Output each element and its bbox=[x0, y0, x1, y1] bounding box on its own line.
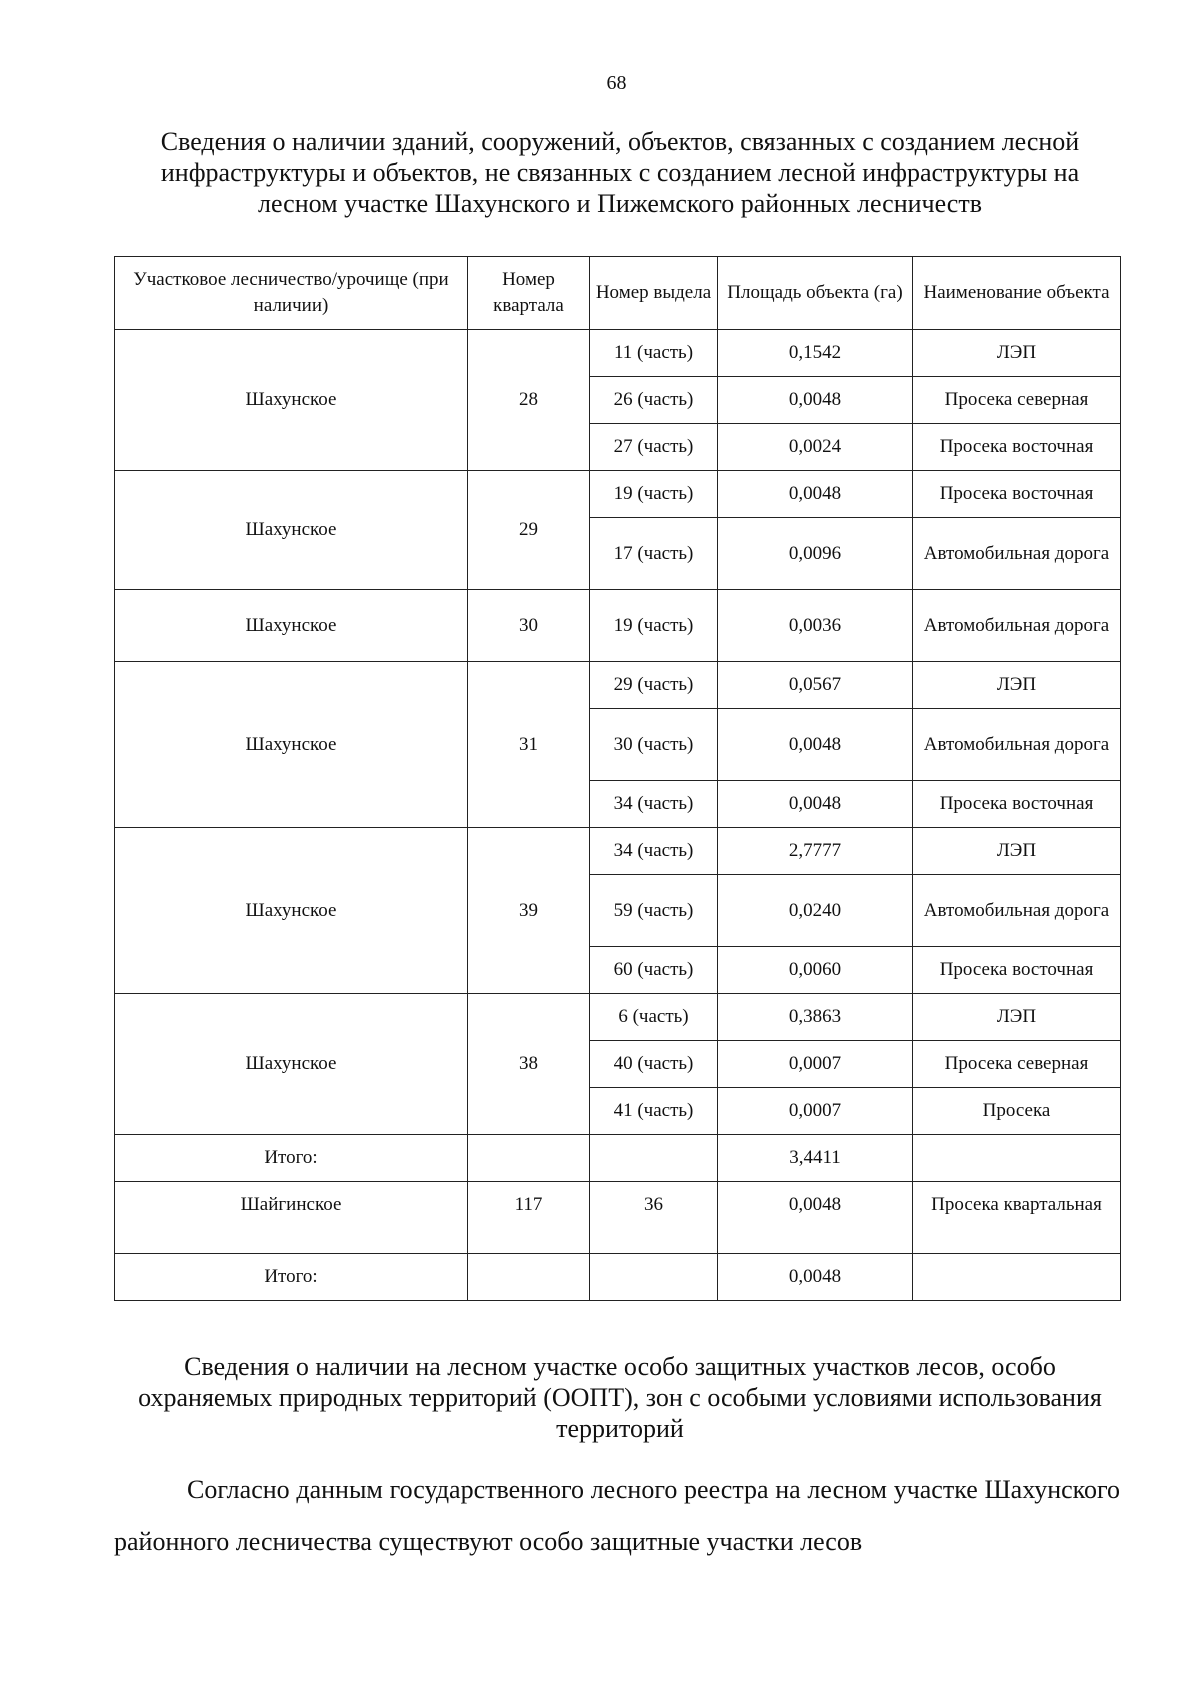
empty-cell bbox=[590, 1254, 718, 1301]
area-cell: 0,0048 bbox=[718, 709, 913, 781]
plot-cell: 27 (часть) bbox=[590, 424, 718, 471]
plot-cell: 19 (часть) bbox=[590, 590, 718, 662]
empty-cell bbox=[468, 1254, 590, 1301]
table-row bbox=[115, 994, 1121, 1041]
object-name-cell: Просека восточная bbox=[913, 424, 1121, 471]
plot-cell: 29 (часть) bbox=[590, 662, 718, 709]
plot-cell: 26 (часть) bbox=[590, 377, 718, 424]
protected-areas-section-title: Сведения о наличии на лесном участке особо защитных участков лесов, особо охраняемых природных территорий (ООПТ), зон с особыми условиями использования территорий bbox=[138, 1352, 1102, 1443]
area-cell: 0,1542 bbox=[718, 330, 913, 377]
column-header-5: Наименование объекта bbox=[913, 257, 1121, 330]
empty-cell bbox=[913, 1135, 1121, 1182]
body-paragraph: Согласно данным государственного лесного реестра на лесном участке Шахунского районного лесничества существуют особо защитные участки лесов bbox=[114, 1475, 1120, 1556]
object-name-cell: Просека северная bbox=[913, 1041, 1121, 1088]
table-header-row bbox=[115, 257, 1121, 330]
object-name-cell: ЛЭП bbox=[913, 994, 1121, 1041]
infrastructure-section-title: Сведения о наличии зданий, сооружений, объектов, связанных с созданием лесной инфраструктуры и объектов, не связанных с созданием лесной инфраструктуры на лесном участке Шахунского и Пижемского районных лесничеств bbox=[160, 127, 1080, 218]
object-name-cell: Автомобильная дорога bbox=[913, 709, 1121, 781]
page-number: 68 bbox=[606, 72, 627, 94]
object-name-cell: Просека квартальная bbox=[913, 1182, 1121, 1254]
plot-cell: 34 (часть) bbox=[590, 828, 718, 875]
forestry-cell: Шахунское bbox=[115, 994, 468, 1135]
area-cell: 0,0007 bbox=[718, 1041, 913, 1088]
area-cell: 0,0048 bbox=[718, 781, 913, 828]
object-name-cell: ЛЭП bbox=[913, 330, 1121, 377]
forestry-cell: Шахунское bbox=[115, 662, 468, 828]
table-row bbox=[115, 590, 1121, 662]
table-row bbox=[115, 662, 1121, 709]
total-area: 0,0048 bbox=[718, 1254, 913, 1301]
plot-cell: 41 (часть) bbox=[590, 1088, 718, 1135]
object-name-cell: ЛЭП bbox=[913, 828, 1121, 875]
plot-cell: 6 (часть) bbox=[590, 994, 718, 1041]
area-cell: 2,7777 bbox=[718, 828, 913, 875]
quarter-cell: 29 bbox=[468, 471, 590, 590]
object-name-cell: Автомобильная дорога bbox=[913, 875, 1121, 947]
quarter-cell: 28 bbox=[468, 330, 590, 471]
object-name-cell: Просека северная bbox=[913, 377, 1121, 424]
empty-cell bbox=[913, 1254, 1121, 1301]
forestry-cell: Шахунское bbox=[115, 590, 468, 662]
plot-cell: 19 (часть) bbox=[590, 471, 718, 518]
area-cell: 0,0048 bbox=[718, 471, 913, 518]
quarter-cell: 117 bbox=[468, 1182, 590, 1254]
plot-cell: 30 (часть) bbox=[590, 709, 718, 781]
forestry-cell: Шахунское bbox=[115, 471, 468, 590]
empty-cell bbox=[590, 1135, 718, 1182]
area-cell: 0,0240 bbox=[718, 875, 913, 947]
forestry-cell: Шахунское bbox=[115, 330, 468, 471]
column-header-4: Площадь объекта (га) bbox=[718, 257, 913, 330]
area-cell: 0,0007 bbox=[718, 1088, 913, 1135]
area-cell: 0,0096 bbox=[718, 518, 913, 590]
quarter-cell: 38 bbox=[468, 994, 590, 1135]
total-row bbox=[115, 1135, 1121, 1182]
quarter-cell: 31 bbox=[468, 662, 590, 828]
table-row bbox=[115, 1182, 1121, 1254]
quarter-cell: 39 bbox=[468, 828, 590, 994]
area-cell: 0,0024 bbox=[718, 424, 913, 471]
object-name-cell: Автомобильная дорога bbox=[913, 518, 1121, 590]
object-name-cell: Просека восточная bbox=[913, 781, 1121, 828]
table-row bbox=[115, 330, 1121, 377]
infrastructure-table bbox=[114, 256, 1121, 1301]
plot-cell: 17 (часть) bbox=[590, 518, 718, 590]
plot-cell: 40 (часть) bbox=[590, 1041, 718, 1088]
table-row bbox=[115, 828, 1121, 875]
area-cell: 0,0567 bbox=[718, 662, 913, 709]
forestry-cell: Шайгинское bbox=[115, 1182, 468, 1254]
quarter-cell: 30 bbox=[468, 590, 590, 662]
forestry-cell: Шахунское bbox=[115, 828, 468, 994]
object-name-cell: Просека восточная bbox=[913, 947, 1121, 994]
column-header-1: Участковое лесничество/урочище (при наличии) bbox=[115, 257, 468, 330]
column-header-3: Номер выдела bbox=[590, 257, 718, 330]
object-name-cell: Просека восточная bbox=[913, 471, 1121, 518]
total-label: Итого: bbox=[115, 1254, 468, 1301]
object-name-cell: ЛЭП bbox=[913, 662, 1121, 709]
plot-cell: 34 (часть) bbox=[590, 781, 718, 828]
total-label: Итого: bbox=[115, 1135, 468, 1182]
table-row bbox=[115, 471, 1121, 518]
object-name-cell: Автомобильная дорога bbox=[913, 590, 1121, 662]
total-area: 3,4411 bbox=[718, 1135, 913, 1182]
plot-cell: 36 bbox=[590, 1182, 718, 1254]
area-cell: 0,0060 bbox=[718, 947, 913, 994]
plot-cell: 11 (часть) bbox=[590, 330, 718, 377]
area-cell: 0,3863 bbox=[718, 994, 913, 1041]
plot-cell: 59 (часть) bbox=[590, 875, 718, 947]
area-cell: 0,0048 bbox=[718, 377, 913, 424]
column-header-2: Номер квартала bbox=[468, 257, 590, 330]
area-cell: 0,0048 bbox=[718, 1182, 913, 1254]
object-name-cell: Просека bbox=[913, 1088, 1121, 1135]
total-row bbox=[115, 1254, 1121, 1301]
plot-cell: 60 (часть) bbox=[590, 947, 718, 994]
empty-cell bbox=[468, 1135, 590, 1182]
area-cell: 0,0036 bbox=[718, 590, 913, 662]
